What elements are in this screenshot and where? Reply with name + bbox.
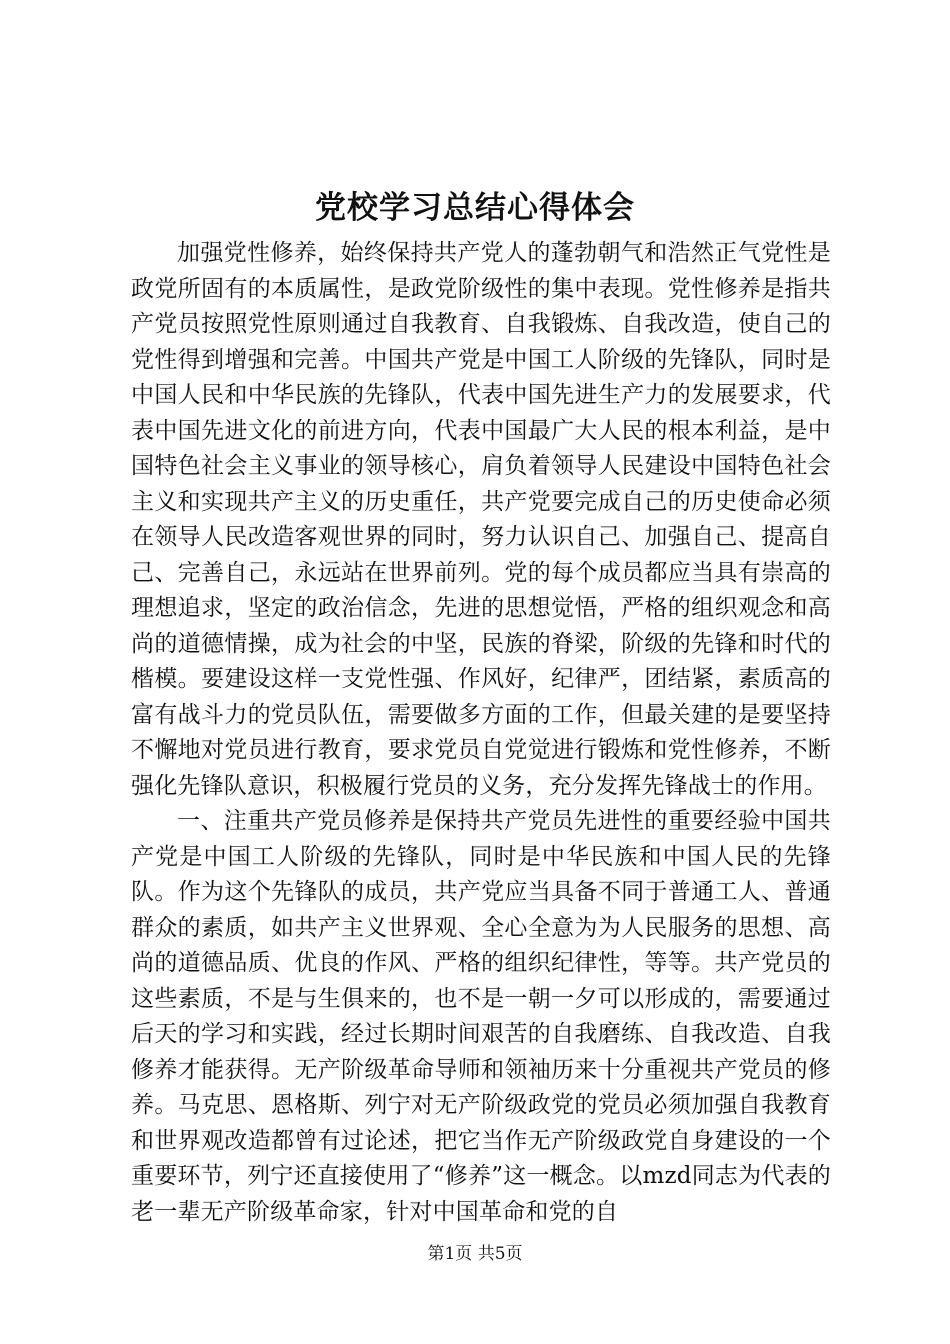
document-body	[131, 236, 831, 1230]
body-paragraph: 一、注重共产党员修养是保持共产党员先进性的重要经验中国共产党是中国工人阶级的先锋队，同时是中华民族和中国人民的先锋队。作为这个先锋队的成员，共产党应当具备不同于普通工人、普通群众的素质，如共产主义世界观、全心全意为为人民服务的思想、高尚的道德品质、优良的作风、严格的组织纪律性，等等。共产党员的这些素质，不是与生俱来的，也不是一朝一夕可以形成的，需要通过后天的学习和实践，经过长期时间艰苦的自我磨练、自我改造、自我修养才能获得。无产阶级革命导师和领袖历来十分重视共产党员的修养。马克思、恩格斯、列宁对无产阶级政党的党员必须加强自我教育和世界观改造都曾有过论述，把它当作无产阶级政党自身建设的一个重要环节，列宁还直接使用了“修养”这一概念。以mzd同志为代表的老一辈无产阶级革命家，针对中国革命和党的自	[131, 808, 831, 1225]
body-paragraph: 加强党性修养，始终保持共产党人的蓬勃朝气和浩然正气党性是政党所固有的本质属性，是政党阶级性的集中表现。党性修养是指共产党员按照党性原则通过自我教育、自我锻炼、自我改造，使自己的党性得到增强和完善。中国共产党是中国工人阶级的先锋队，同时是中国人民和中华民族的先锋队，代表中国先进生产力的发展要求，代表中国先进文化的前进方向，代表中国最广大人民的根本利益，是中国特色社会主义事业的领导核心，肩负着领导人民建设中国特色社会主义和实现共产主义的历史重任，共产党要完成自己的历史使命必须在领导人民改造客观世界的同时，努力认识自己、加强自己、提高自己、完善自己，永远站在世界前列。党的每个成员都应当具有崇高的理想追求，坚定的政治信念，先进的思想觉悟，严格的组织观念和高尚的道德情操，成为社会的中坚，民族的脊梁，阶级的先锋和时代的楷模。要建设这样一支党性强、作风好，纪律严，团结紧，素质高的富有战斗力的党员队伍，需要做多方面的工作，但最关建的是要坚持不懈地对党员进行教育，要求党员自党觉进行锻炼和党性修养，不断强化先锋队意识，积极履行党员的义务，充分发挥先锋战士的作用。	[131, 240, 831, 799]
page-number-footer: 第1页 共5页	[427, 1244, 523, 1264]
document-title: 党校学习总结心得体会	[315, 190, 635, 226]
